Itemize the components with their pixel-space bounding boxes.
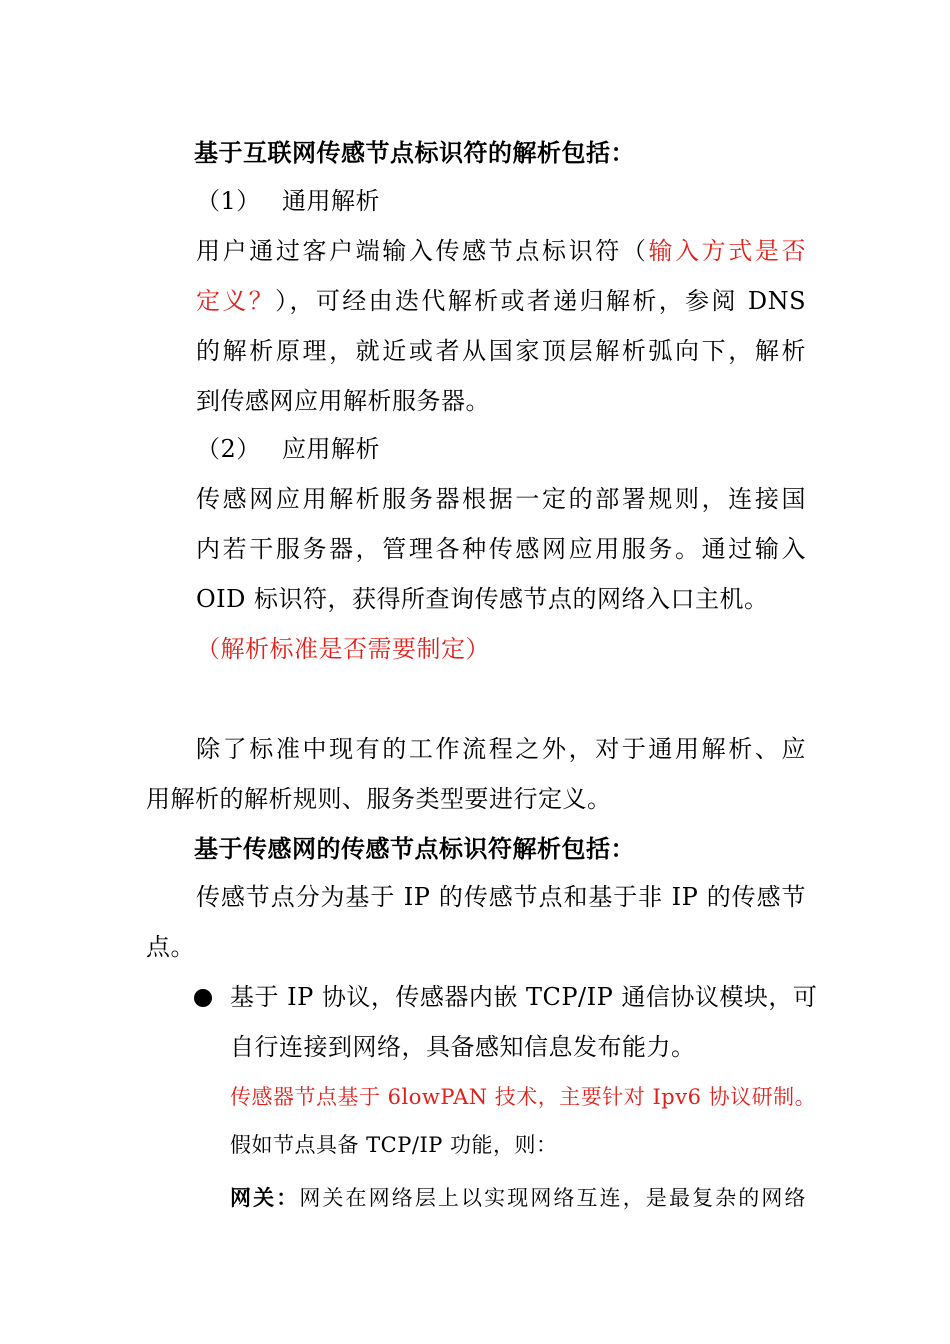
paragraph-2-line-1: 传感网应用解析服务器根据一定的部署规则，连接国 bbox=[196, 485, 806, 513]
term-gateway: 网关： bbox=[230, 1185, 300, 1210]
list-item-2 bbox=[196, 434, 380, 464]
paragraph-4-line-1: 传感节点分为基于 IP 的传感节点和基于非 IP 的传感节 bbox=[196, 883, 806, 911]
red-annotation-input-method: 输入方式是否 bbox=[648, 237, 807, 265]
list-item-1-number: （1） bbox=[196, 187, 261, 215]
paragraph-5: 假如节点具备 TCP/IP 功能，则： bbox=[230, 1133, 558, 1157]
paragraph-1-line-1 bbox=[196, 236, 806, 266]
paragraph-1-line-2 bbox=[196, 286, 806, 316]
bullet-icon bbox=[194, 989, 212, 1007]
paragraph-1-line-3: 的解析原理，就近或者从国家顶层解析弧向下，解析 bbox=[196, 337, 806, 365]
paragraph-1-line-4: 到传感网应用解析服务器。 bbox=[196, 387, 490, 415]
red-annotation-standard: （解析标准是否需要制定） bbox=[196, 635, 490, 663]
list-item-1 bbox=[196, 186, 380, 216]
paragraph-3-line-1: 除了标准中现有的工作流程之外，对于通用解析、应 bbox=[196, 735, 806, 763]
paragraph-6-text: 网关在网络层上以实现网络互连，是最复杂的网络 bbox=[299, 1186, 806, 1210]
bullet-1-line-1: 基于 IP 协议，传感器内嵌 TCP/IP 通信协议模块，可 bbox=[230, 983, 818, 1011]
heading-sensor-network-resolution: 基于传感网的传感节点标识符解析包括： bbox=[194, 834, 635, 863]
paragraph-2-line-3: OID 标识符，获得所查询传感节点的网络入口主机。 bbox=[196, 585, 769, 613]
red-annotation-definition: 定义？ bbox=[196, 287, 276, 315]
list-item-1-title: 通用解析 bbox=[282, 187, 380, 215]
bullet-1-line-2: 自行连接到网络，具备感知信息发布能力。 bbox=[230, 1033, 696, 1061]
list-item-2-number: （2） bbox=[196, 435, 261, 463]
heading-internet-sensor-resolution: 基于互联网传感节点标识符的解析包括： bbox=[194, 138, 635, 167]
list-item-2-title: 应用解析 bbox=[282, 435, 380, 463]
paragraph-6 bbox=[230, 1182, 806, 1213]
paragraph-3-line-2: 用解析的解析规则、服务类型要进行定义。 bbox=[146, 785, 612, 813]
paragraph-1-text: 用户通过客户端输入传感节点标识符（ bbox=[196, 237, 649, 265]
paragraph-1-text: ），可经由迭代解析或者递归解析，参阅 DNS bbox=[275, 287, 807, 315]
red-annotation-6lowpan: 传感器节点基于 6lowPAN 技术，主要针对 Ipv6 协议研制。 bbox=[230, 1085, 817, 1109]
paragraph-4-line-2: 点。 bbox=[146, 933, 195, 961]
paragraph-2-line-2: 内若干服务器，管理各种传感网应用服务。通过输入 bbox=[196, 535, 806, 563]
